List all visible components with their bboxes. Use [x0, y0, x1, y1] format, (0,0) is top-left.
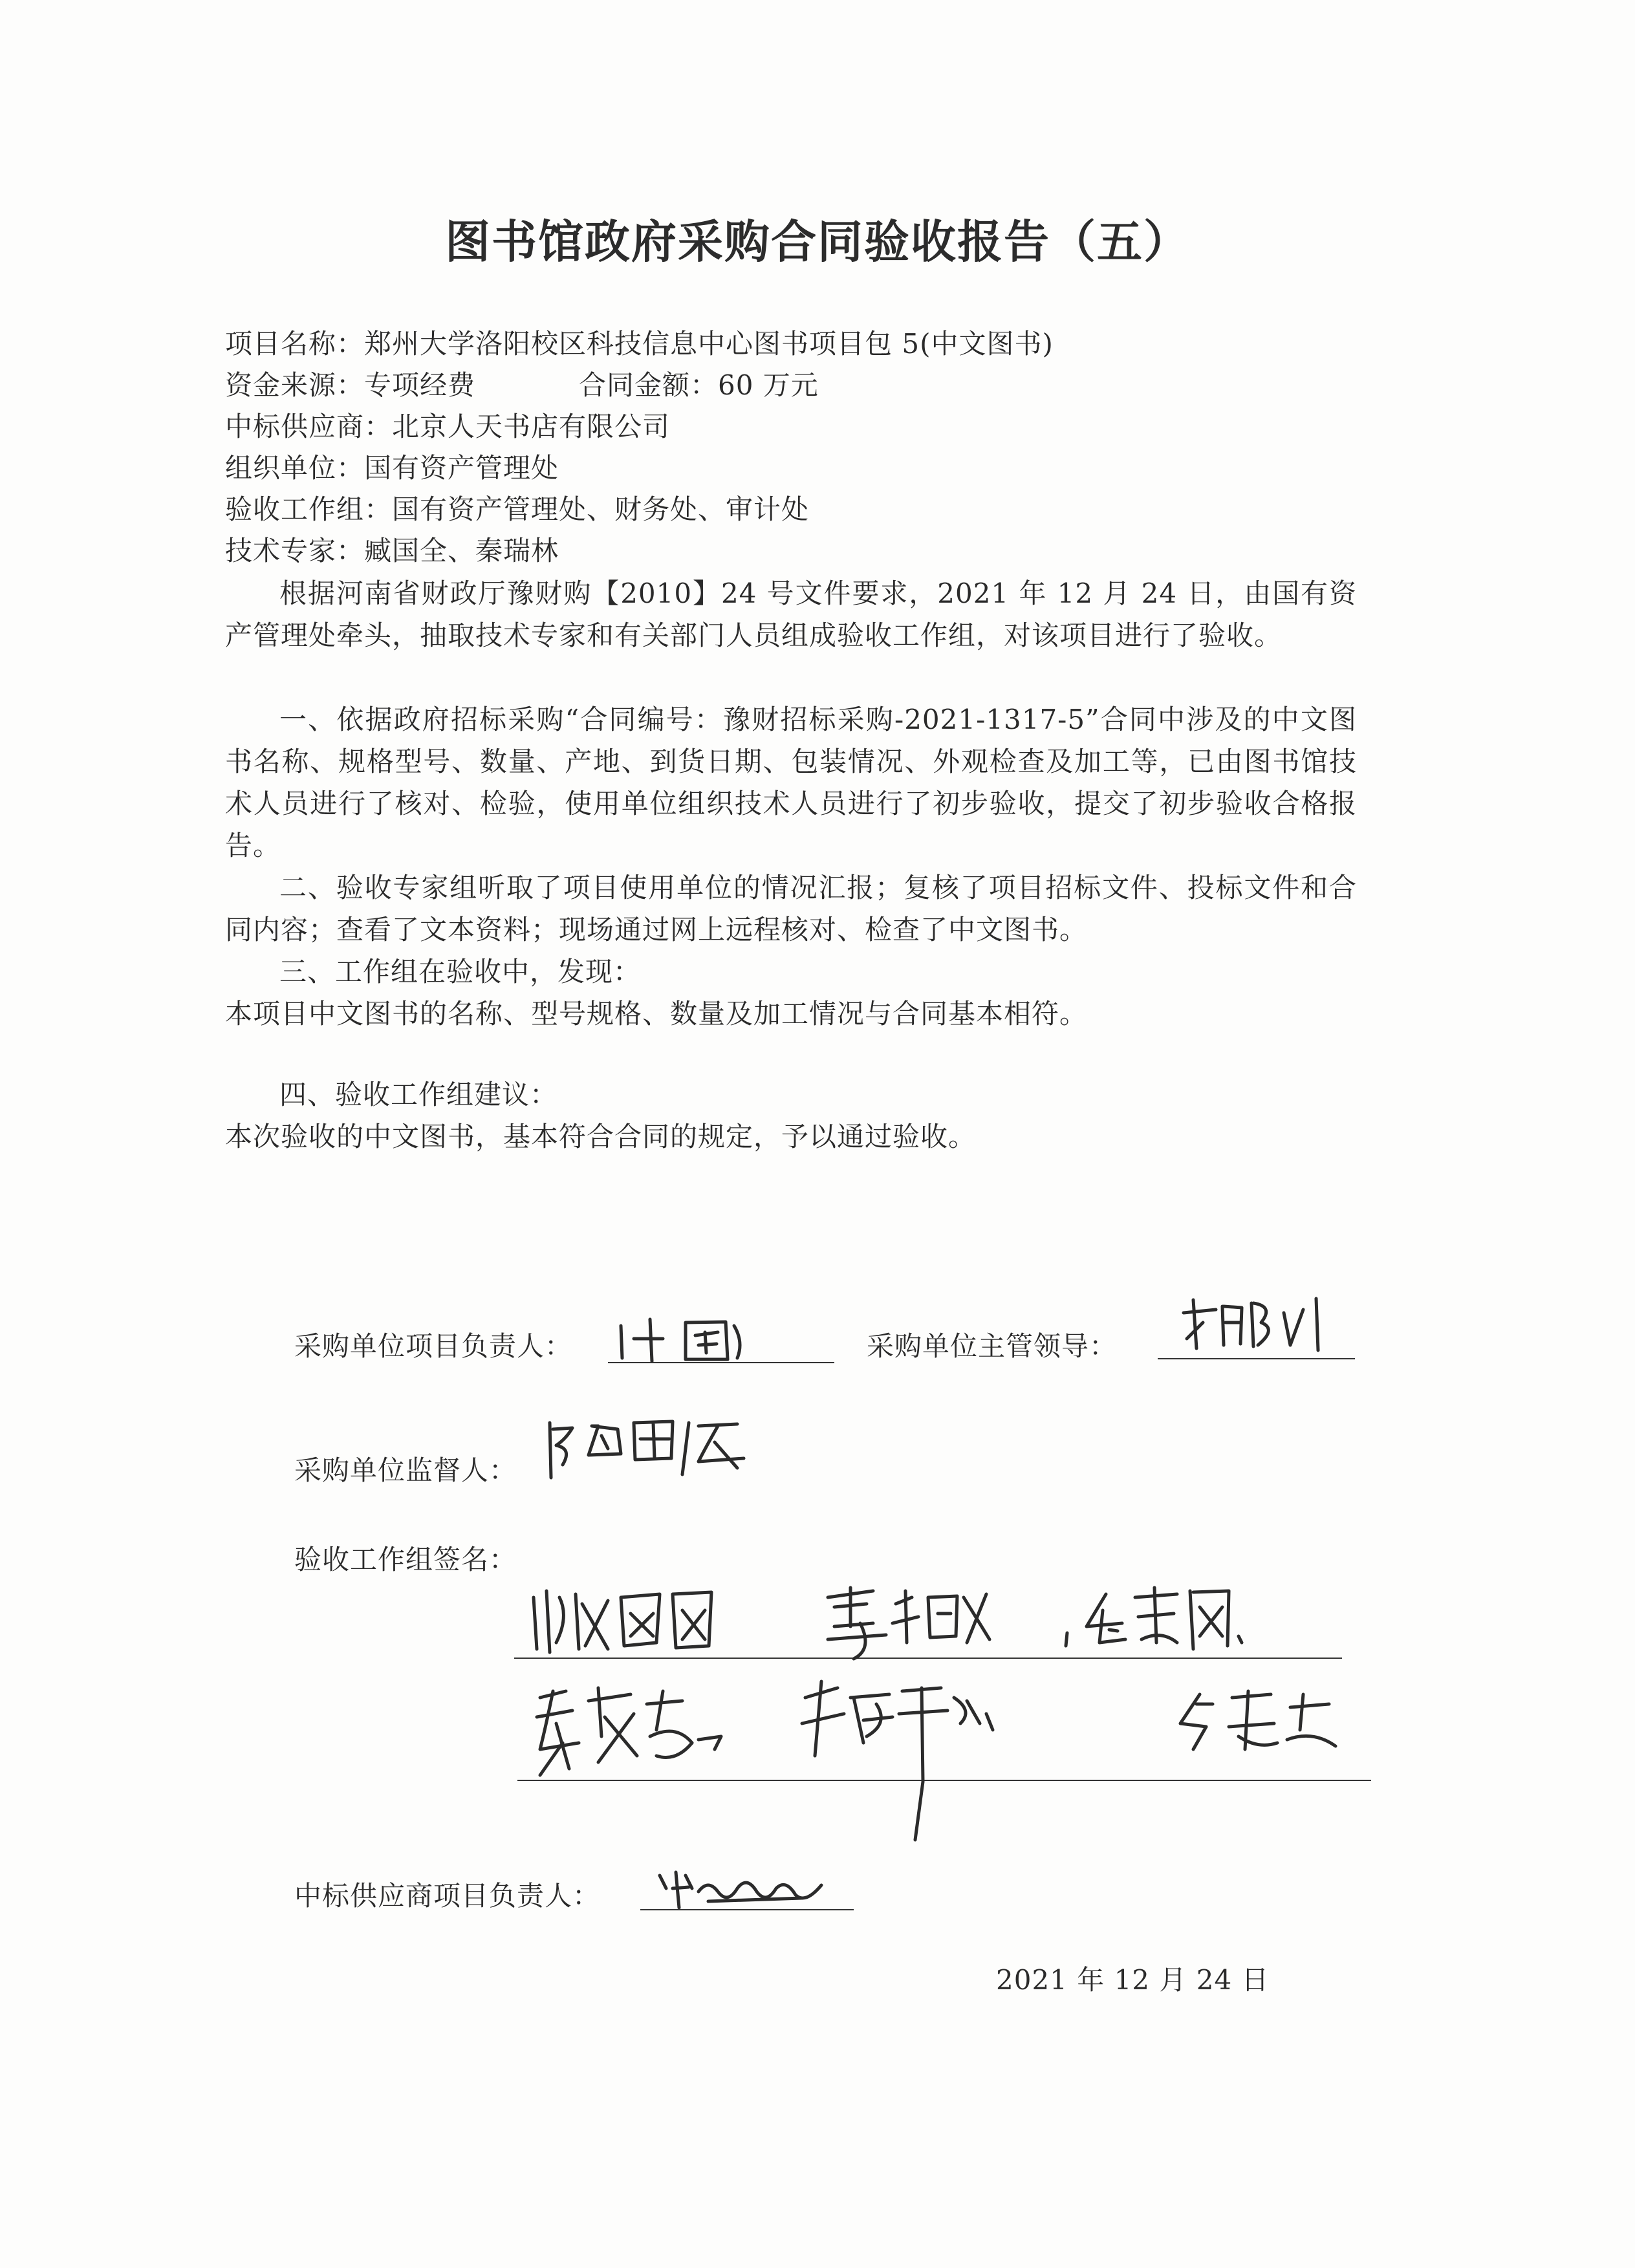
group-signatures-label: 验收工作组签名：: [294, 1544, 517, 1575]
item-4-heading: 四、验收工作组建议：: [279, 1079, 558, 1110]
project-leader-label: 采购单位项目负责人：: [294, 1330, 573, 1362]
group-signatures-row-1: [524, 1578, 1300, 1669]
project-name-field: 项目名称：郑州大学洛阳校区科技信息中心图书项目包 5(中文图书): [225, 328, 1054, 360]
monitor-label: 采购单位监督人：: [294, 1454, 517, 1486]
supervisor-leader-label: 采购单位主管领导：: [867, 1330, 1118, 1362]
fund-source-field: 资金来源：专项经费: [225, 369, 476, 401]
organizer-field: 组织单位：国有资产管理处: [225, 452, 559, 484]
document-title: 图书馆政府采购合同验收报告（五）: [445, 215, 1190, 268]
supplier-leader-label: 中标供应商项目负责人：: [294, 1880, 601, 1912]
monitor-signature: [543, 1410, 763, 1481]
item-3-heading: 三、工作组在验收中，发现：: [279, 956, 642, 988]
intro-paragraph: 根据河南省财政厅豫财购【2010】24 号文件要求，2021 年 12 月 24 日，由国有资产管理处牵头，抽取技术专家和有关部门人员组成验收工作组，对该项目进行了验收。: [225, 578, 1357, 651]
group-signatures-row-2: [527, 1678, 1387, 1853]
item-3-finding: 本项目中文图书的名称、型号规格、数量及加工情况与合同基本相符。: [225, 998, 1088, 1030]
supplier-field: 中标供应商：北京人天书店有限公司: [225, 411, 671, 442]
acceptance-group-field: 验收工作组：国有资产管理处、财务处、审计处: [225, 493, 810, 525]
supervisor-leader-signature: [1177, 1293, 1345, 1355]
item-1-paragraph: 一、依据政府招标采购“合同编号：豫财招标采购-2021-1317-5”合同中涉及的中文图书名称、规格型号、数量、产地、到货日期、包装情况、外观检查及加工等，已由图书馆技术人员进行了核对、检验，使用单位组织技术人员进行了初步验收，提交了初步验收合格报告。: [225, 704, 1357, 861]
supervisor-leader-signature-line: [1158, 1358, 1355, 1359]
supplier-leader-signature: [647, 1863, 841, 1914]
report-date: 2021 年 12 月 24 日: [996, 1964, 1270, 1996]
item-2-paragraph: 二、验收专家组听取了项目使用单位的情况汇报；复核了项目招标文件、投标文件和合同内容；查看了文本资料；现场通过网上远程核对、检查了中文图书。: [225, 872, 1357, 945]
project-leader-signature: [614, 1313, 796, 1365]
experts-field: 技术专家：臧国全、秦瑞林: [225, 535, 559, 567]
item-4-recommendation: 本次验收的中文图书，基本符合合同的规定，予以通过验收。: [225, 1121, 977, 1152]
fund-row: [225, 365, 819, 406]
contract-amount-field: 合同金额：60 万元: [579, 369, 819, 401]
